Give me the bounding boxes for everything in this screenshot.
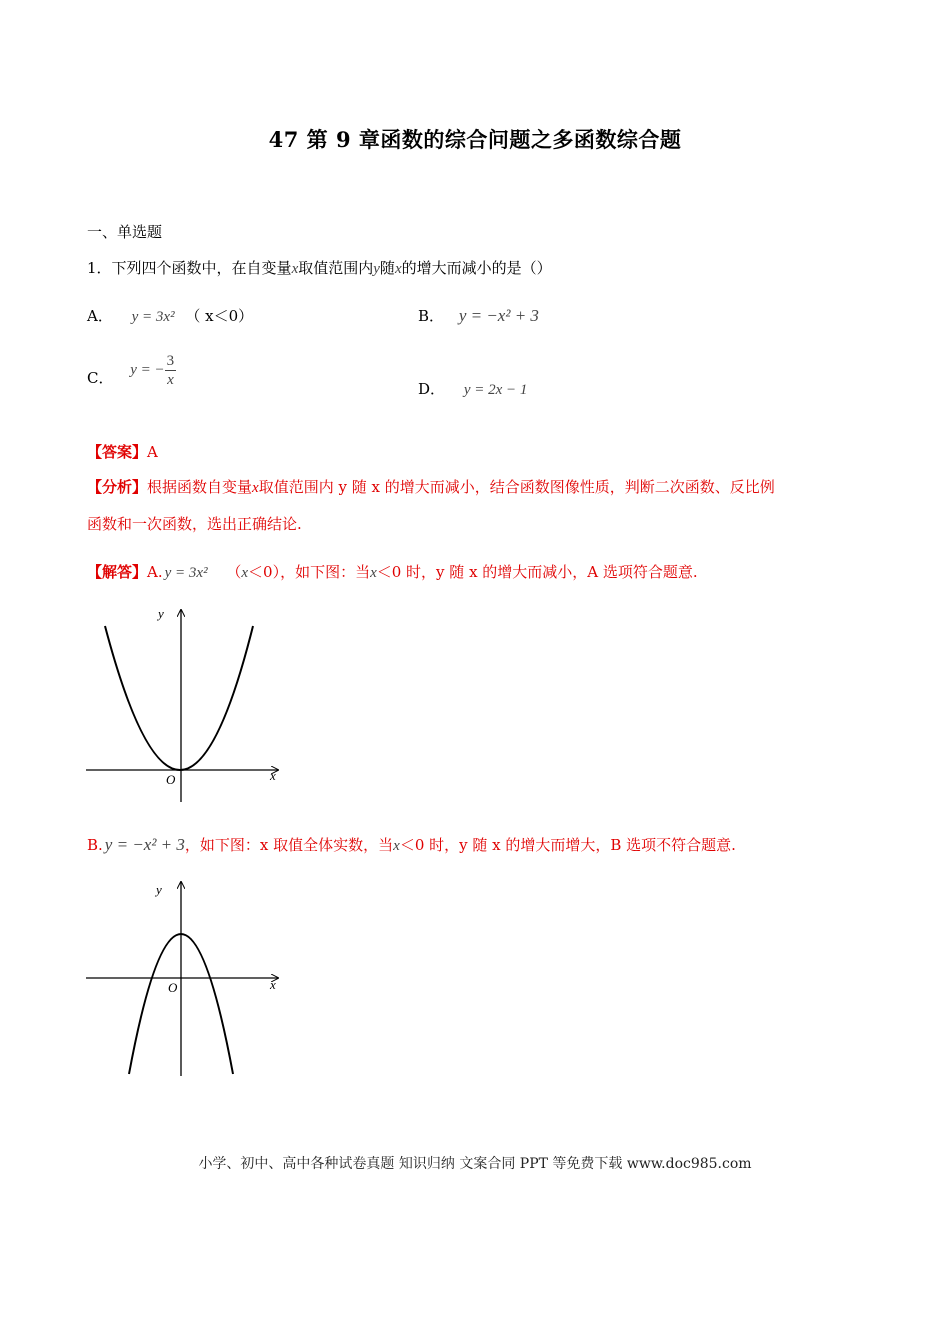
option-a: A． y = 3x² （ x＜0） <box>87 307 254 325</box>
answer-value: A <box>147 443 158 461</box>
solution-line-a: 【解答】A. y = 3x² （x＜0），如下图：当x＜0 时，y 随 x 的增大而减小，A 选项符合题意. <box>87 563 698 581</box>
analysis-line-1: 【分析】根据函数自变量x取值范围内 y 随 x 的增大而减小，结合函数图像性质，判断二次函数、反比例 <box>87 478 775 496</box>
section-heading: 一、单选题 <box>87 223 163 241</box>
graph-a-y-label: y <box>158 606 164 621</box>
graph-b-x-label: x <box>270 977 276 992</box>
answer-line: 【答案】A <box>87 443 158 461</box>
graph-b-y-label: y <box>156 882 162 897</box>
option-d-formula: y = 2x − 1 <box>463 382 528 398</box>
graph-b-origin-label: O <box>168 980 178 995</box>
graph-a-x-label: x <box>270 768 276 783</box>
option-c-fraction: $\frac{3}{x}$ <box>166 353 175 388</box>
page-title: 47 第 9 章函数的综合问题之多函数综合题 <box>268 127 682 152</box>
graph-a-curve <box>105 626 253 770</box>
option-d: D． y = 2x − 1 <box>418 380 528 398</box>
analysis-line-2: 函数和一次函数，选出正确结论. <box>87 515 302 533</box>
option-b: B． y = −x² + 3 <box>418 306 539 325</box>
graph-a-parabola-up <box>80 600 290 810</box>
graph-a-origin-label: O <box>166 772 176 787</box>
question-1: 1．下列四个函数中，在自变量x取值范围内y随x的增大而减小的是（） <box>87 259 552 277</box>
solution-line-b: B. y = −x² + 3，如下图：x 取值全体实数，当x＜0 时，y 随 x 的增大而增大，B 选项不符合题意. <box>87 835 736 854</box>
option-c: C． y = − $\frac{3}{x}$ <box>87 353 175 388</box>
footer-text: 小学、初中、高中各种试卷真题 知识归纳 文案合同 PPT 等免费下载 www.doc985.com <box>198 1156 752 1172</box>
option-b-formula: y = −x² + 3 <box>458 306 539 325</box>
option-a-formula: y = 3x² <box>131 309 175 325</box>
graph-b-parabola-down <box>80 872 290 1082</box>
question-number: 1． <box>87 259 112 277</box>
